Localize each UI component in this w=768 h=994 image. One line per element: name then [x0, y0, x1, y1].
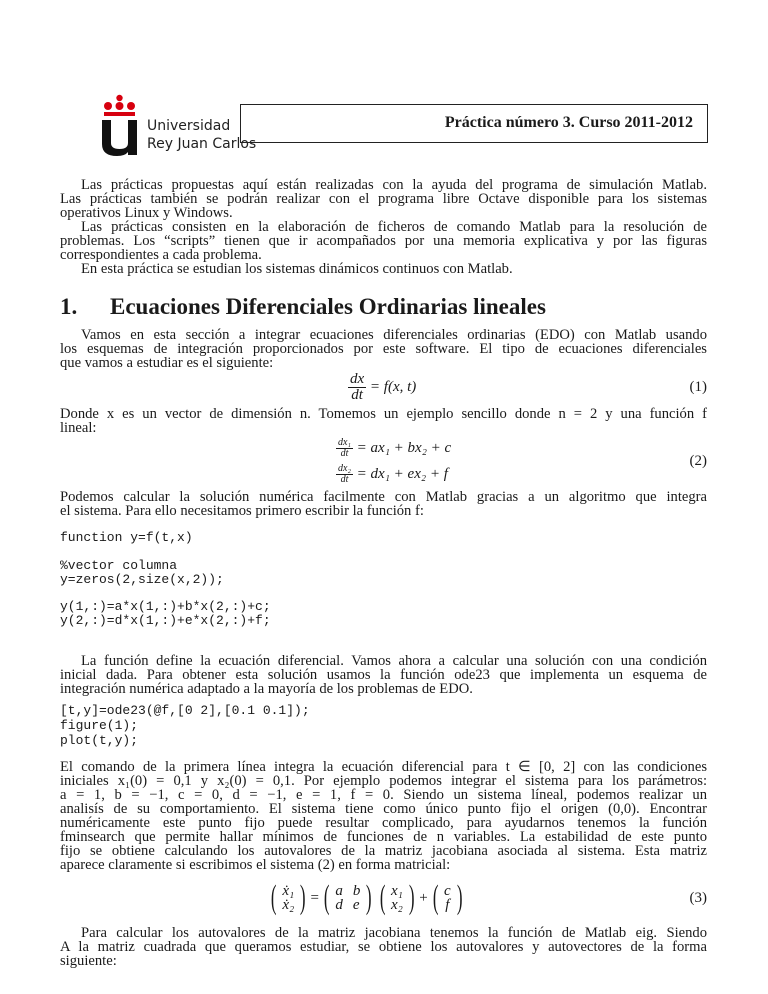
paragraph-line: Para calcular los autovalores de la matriz jacobiana tenemos la función de Matlab eig. Siendo [81, 925, 707, 941]
paragraph-line: numéricamente este punto fijo puede resultar complicado, para ayudarnos tenemos la función [60, 815, 707, 831]
eq2-row2-numerator: dx₂ [338, 463, 351, 474]
paragraph-line: inicial dada. Para obtener esta solución usamos la función ode23 que implementa un esquema de [60, 667, 707, 683]
equation-3 [268, 879, 465, 916]
eq2-row2-denominator: dt [340, 474, 349, 485]
code-line: [t,y]=ode23(@f,[0 2],[0.1 0.1]); [60, 703, 310, 718]
matrix-entry: d [335, 897, 343, 913]
paragraph-line: iniciales x₁(0) = 0,1 y x₂(0) = 0,1. Por ejemplo podemos integrar el sistema para los parámetros: [60, 773, 707, 789]
state-vector: ( x₁ x₂ ) [379, 879, 415, 916]
paragraph-line: Donde x es un vector de dimensión n. Tomemos un ejemplo sencillo donde n = 2 y una función f [60, 406, 707, 422]
eq1-numerator: dx [350, 371, 365, 387]
paragraph-line: siguiente: [60, 953, 117, 969]
paragraph-line: los esquemas de integración proporcionados por este software. El tipo de ecuaciones diferenciales [60, 341, 707, 357]
code-line: y=zeros(2,size(x,2)); [60, 572, 224, 587]
practice-title: Práctica número 3. Curso 2011-2012 [444, 114, 693, 131]
urjc-logo-mark-icon [100, 94, 140, 158]
logo-university-line2: Rey Juan Carlos [147, 136, 257, 152]
matrix-entry: e [352, 897, 360, 913]
practice-title-box [240, 104, 708, 143]
matrix-entry: c [443, 883, 451, 899]
paragraph-line: Vamos en esta sección a integrar ecuaciones diferenciales ordinarias (EDO) con Matlab usando [81, 327, 707, 343]
logo-university-line1: Universidad [147, 118, 231, 134]
matrix-entry: a [335, 883, 343, 899]
intro-line: Las prácticas también se podrán realizar con el programa libre Octave disponible para los sistemas [60, 191, 707, 207]
paragraph-line: que vamos a estudiar es el siguiente: [60, 355, 274, 371]
intro-line: operativos Linux y Windows. [60, 205, 233, 221]
matrix-entry: x₂ [390, 897, 403, 913]
matrix-entry: f [445, 897, 450, 913]
paragraph-line: aparece claramente si escribimos el sistema (2) en forma matricial: [60, 857, 451, 873]
paragraph-line: integración numérica adaptado a la mayoría de los problemas de EDO. [60, 681, 473, 697]
paragraph-line: a = 1, b = −1, c = 0, d = −1, e = 1, f = 0. Siendo un sistema líneal, podemos realizar un [60, 787, 707, 803]
paragraph-line: el sistema. Para ello necesitamos primero escribir la función f: [60, 503, 424, 519]
paragraph-line: fminsearch que permite hallar mínimos de funciones de n variables. La estabilidad de este punto [60, 829, 707, 845]
lhs-vector: ( ẋ₁ ẋ₂ ) [270, 879, 306, 916]
matrix-entry: ẋ₁ [282, 883, 295, 899]
equation-number: (2) [689, 453, 707, 469]
equation-2-row-2 [336, 464, 448, 485]
equation-number: (3) [689, 890, 707, 906]
constant-vector: ( c f ) [432, 879, 463, 916]
section-number: 1. [60, 294, 78, 319]
code-line: %vector columna [60, 558, 178, 573]
equation-number: (1) [689, 379, 707, 395]
equation-1 [348, 372, 416, 403]
code-line: y(2,:)=d*x(1,:)+e*x(2,:)+f; [60, 613, 271, 628]
section-title: Ecuaciones Diferenciales Ordinarias lineales [110, 294, 546, 319]
code-line: function y=f(t,x) [60, 530, 193, 545]
jacobian-matrix: ( a b d e ) [323, 879, 372, 916]
plus-sign: + [419, 889, 428, 906]
eq1-rhs: = f(x, t) [369, 378, 417, 395]
paragraph-line: A la matriz cuadrada que queramos estudiar, se obtiene los autovalores y autovectores de la forma [60, 939, 707, 955]
eq2-row1-numerator: dx₁ [338, 437, 351, 448]
intro-line: Las prácticas consisten en la elaboración de ficheros de comando Matlab para la resolución de [81, 219, 707, 235]
equation-2-row-1 [336, 438, 451, 459]
eq2-row2-rhs: = dx₁ + ex₂ + f [356, 465, 448, 482]
paragraph-line: fijo se obtiene calculando los autovalores de la matriz jacobiana asociada al sistema. Esta matriz [60, 843, 707, 859]
paragraph-line: analisís de su comportamiento. El sistema tiene como único punto fijo el origen (0,0). Encontrar [60, 801, 707, 817]
paragraph-line: El comando de la primera línea integra la ecuación diferencial para t ∈ [0, 2] con las condiciones [60, 759, 707, 775]
paragraph-line: Podemos calcular la solución numérica facilmente con Matlab gracias a un algoritmo que integra [60, 489, 707, 505]
code-line: plot(t,y); [60, 733, 139, 748]
intro-line: correspondientes a cada problema. [60, 247, 262, 263]
eq1-denominator: dt [351, 387, 363, 403]
equals-sign: = [310, 889, 319, 906]
intro-line: problemas. Los “scripts” tienen que ir acompañados por una memoria explicativa y por las figuras [60, 233, 707, 249]
paragraph-line: La función define la ecuación diferencial. Vamos ahora a calcular una solución con una condición [81, 653, 707, 669]
intro-line: Las prácticas propuestas aquí están realizadas con la ayuda del programa de simulación Matlab. [81, 177, 707, 193]
code-line: y(1,:)=a*x(1,:)+b*x(2,:)+c; [60, 599, 271, 614]
eq2-row1-denominator: dt [340, 448, 349, 459]
eq2-row1-rhs: = ax₁ + bx₂ + c [356, 439, 452, 456]
matrix-entry: x₁ [390, 883, 403, 899]
matrix-entry: b [352, 883, 361, 899]
intro-line: En esta práctica se estudian los sistemas dinámicos continuos con Matlab. [81, 261, 513, 277]
code-line: figure(1); [60, 718, 139, 733]
section-heading [60, 294, 546, 320]
matrix-entry: ẋ₂ [282, 897, 295, 913]
paragraph-line: lineal: [60, 420, 97, 436]
